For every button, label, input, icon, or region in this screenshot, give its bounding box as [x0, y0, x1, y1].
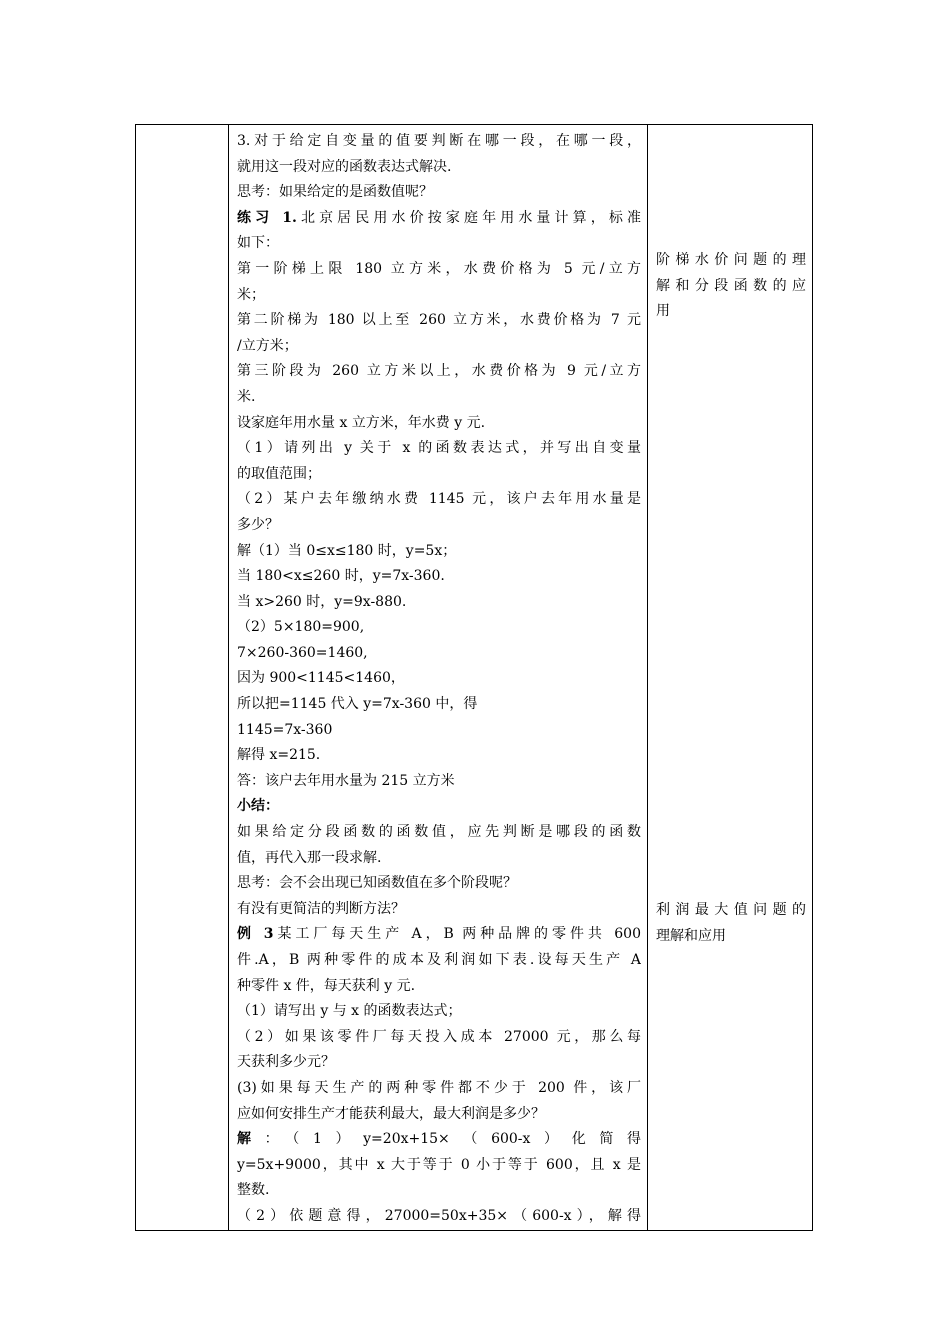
content-line	[237, 641, 641, 667]
content-line	[237, 974, 641, 1000]
line-text: 北京居民用水价按家庭年用水量计算，标准	[296, 209, 641, 226]
line-text: 思考：如果给定的是函数值呢？	[237, 184, 433, 201]
design-note	[656, 898, 806, 949]
content-line	[237, 1050, 641, 1076]
content-line	[237, 487, 641, 513]
content-line	[237, 1102, 641, 1128]
content-line	[237, 436, 641, 462]
content-line	[237, 359, 641, 385]
teaching-stage-cell	[136, 125, 229, 1231]
table-row	[136, 125, 813, 1231]
content-line	[237, 1153, 641, 1179]
line-text: （1）请列出 y 关于 x 的函数表达式，并写出自变量	[237, 440, 641, 457]
content-line	[237, 1025, 641, 1051]
content-line	[237, 411, 641, 437]
line-text: 有没有更简洁的判断方法？	[237, 900, 405, 917]
content-line	[237, 718, 641, 744]
line-text: 某工厂每天生产 A，B 两种品牌的零件共 600	[273, 926, 641, 943]
content-line	[237, 155, 641, 181]
line-text: 第三阶段为 260 立方米以上，水费价格为 9 元/立方	[237, 363, 641, 380]
note-line: 理解和应用	[656, 927, 726, 944]
content-line	[237, 999, 641, 1025]
lesson-table	[135, 124, 813, 1231]
line-text: 7×260-360=1460,	[237, 644, 368, 661]
content-line	[237, 1178, 641, 1204]
design-intent-cell	[648, 125, 813, 1231]
content-line	[237, 385, 641, 411]
content-line	[237, 666, 641, 692]
bold-heading: 练习 1.	[237, 209, 297, 226]
content-line	[237, 948, 641, 974]
note-line: 阶梯水价问题的理	[656, 252, 806, 268]
content-line	[237, 129, 641, 155]
line-text: ：（1）y=20x+15×（600-x）化简得	[264, 1131, 641, 1148]
line-text: 解得 x=215.	[237, 747, 321, 764]
content-line	[237, 743, 641, 769]
line-text: 的取值范围；	[237, 465, 321, 482]
line-text: 天获利多少元？	[237, 1054, 335, 1071]
content-line	[237, 564, 641, 590]
content-line	[237, 794, 641, 820]
content-line	[237, 1076, 641, 1102]
content-line	[237, 615, 641, 641]
content-line	[237, 539, 641, 565]
content-line	[237, 231, 641, 257]
bold-heading: 解	[237, 1131, 265, 1148]
line-text: /立方米；	[237, 337, 298, 354]
line-text: 第二阶梯为 180 以上至 260 立方米，水费价格为 7 元	[237, 312, 641, 329]
content-line	[237, 590, 641, 616]
note-line: 利润最大值问题的	[656, 902, 806, 918]
content-line	[237, 922, 641, 948]
line-text: 如下：	[237, 235, 279, 252]
line-text: 答：该户去年用水量为 215 立方米	[237, 772, 455, 789]
line-text: 种零件 x 件，每天获利 y 元.	[237, 977, 416, 994]
bold-heading: 小结：	[237, 798, 279, 815]
line-text: 件.A，B 两种零件的成本及利润如下表.设每天生产 A	[237, 952, 641, 968]
line-text: 多少？	[237, 516, 279, 533]
line-text: 所以把=1145 代入 y=7x-360 中，得	[237, 696, 478, 713]
content-line	[237, 820, 641, 846]
content-line	[237, 871, 641, 897]
line-text: 应如何安排生产才能获利最大，最大利润是多少？	[237, 1105, 545, 1122]
content-line	[237, 769, 641, 795]
note-line: 用	[656, 303, 670, 320]
content-line	[237, 334, 641, 360]
content-line	[237, 513, 641, 539]
line-text: 因为 900<1145<1460，	[237, 670, 405, 687]
line-text: 值，再代入那一段求解.	[237, 849, 382, 866]
line-text: 3.对于给定自变量的值要判断在哪一段，在哪一段，	[237, 133, 641, 149]
line-text: 设家庭年用水量 x 立方米，年水费 y 元.	[237, 414, 486, 431]
content-line	[237, 283, 641, 309]
content-line	[237, 257, 641, 283]
content-line	[237, 1127, 641, 1153]
content-line	[237, 1204, 641, 1230]
line-text: 如果给定分段函数的函数值，应先判断是哪段的函数	[237, 824, 641, 841]
line-text: 解（1）当 0≤x≤180 时，y=5x；	[237, 542, 457, 559]
line-text: 当 180<x≤260 时，y=7x-360.	[237, 568, 445, 585]
line-text: （2）如果该零件厂每天投入成本 27000 元，那么每	[237, 1028, 641, 1045]
note-line: 解和分段函数的应	[656, 277, 806, 294]
line-text: （2）依题意得，27000=50x+35×（600-x），解得	[237, 1207, 641, 1224]
line-text: (3)如果每天生产的两种零件都不少于 200 件，该厂	[237, 1079, 641, 1096]
content-line	[237, 462, 641, 488]
content-line	[237, 897, 641, 923]
line-text: 米；	[237, 286, 265, 303]
line-text: 思考：会不会出现已知函数值在多个阶段呢？	[237, 875, 517, 892]
line-text: 米.	[237, 388, 256, 405]
content-line	[237, 206, 641, 232]
content-line	[237, 846, 641, 872]
line-text: 整数.	[237, 1182, 270, 1199]
bold-heading: 例 3	[237, 926, 274, 943]
content-line	[237, 692, 641, 718]
line-text: （2）5×180=900,	[237, 619, 365, 636]
line-text: 1145=7x-360	[237, 721, 333, 738]
line-text: （1）请写出 y 与 x 的函数表达式；	[237, 1003, 462, 1020]
teaching-content-cell	[229, 125, 648, 1231]
line-text: 当 x>260 时，y=9x-880.	[237, 593, 407, 610]
line-text: 就用这一段对应的函数表达式解决.	[237, 158, 452, 175]
content-line	[237, 180, 641, 206]
line-text: 第一阶梯上限 180 立方米，水费价格为 5 元/立方	[237, 260, 641, 277]
line-text: （2）某户去年缴纳水费 1145 元，该户去年用水量是	[237, 491, 641, 508]
content-line	[237, 308, 641, 334]
content-body	[237, 129, 641, 1230]
design-note	[656, 248, 806, 325]
design-intent-body	[648, 125, 812, 1195]
line-text: y=5x+9000，其中 x 大于等于 0 小于等于 600，且 x 是	[237, 1156, 641, 1173]
